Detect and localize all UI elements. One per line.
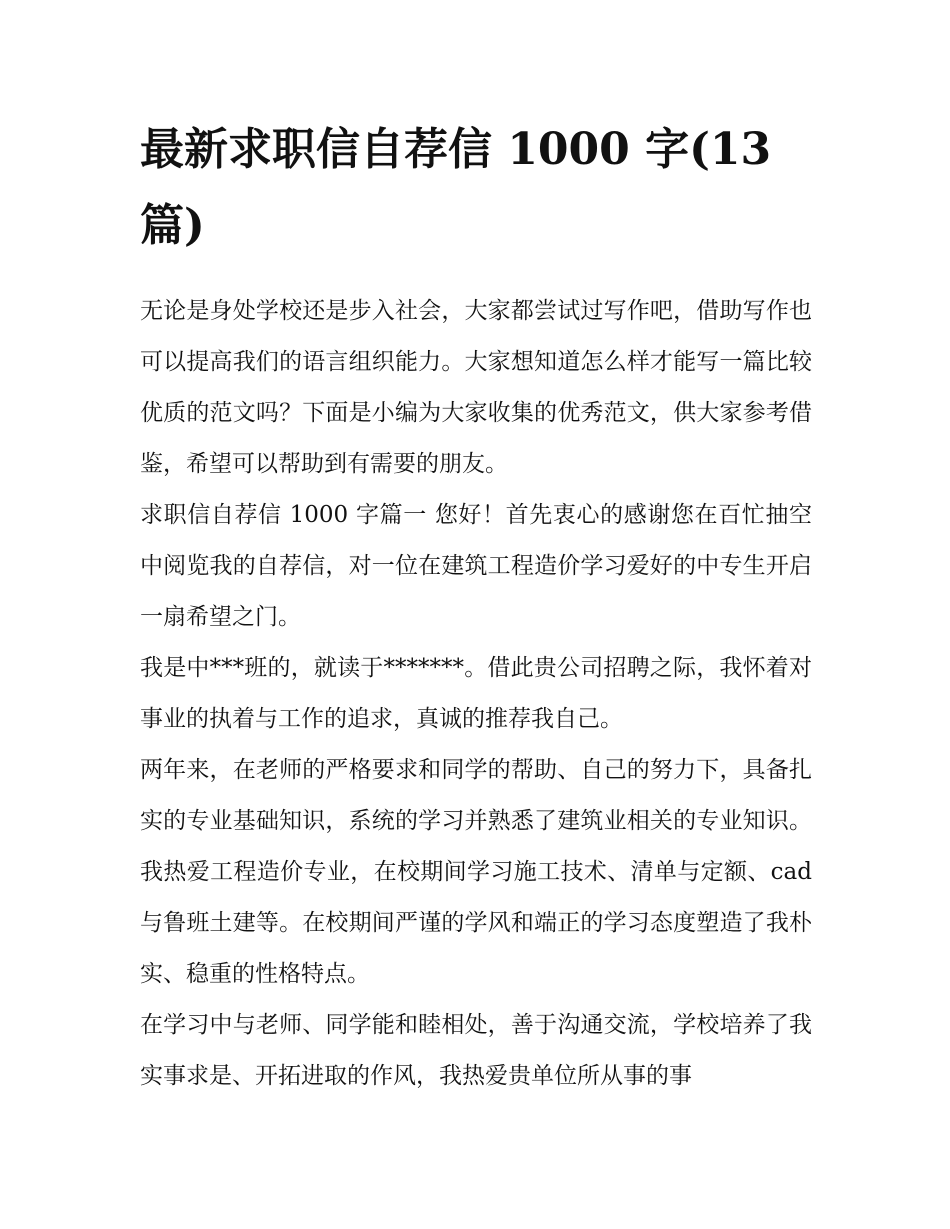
paragraph-education: 两年来，在老师的严格要求和同学的帮助、自己的努力下，具备扎实的专业基础知识，系统的学习并熟悉了建筑业相关的专业知识。我热爱工程造价专业，在校期间学习施工技术、清单与定额、cad 与鲁班土建等。在校期间严谨的学风和端正的学习态度塑造了我朴实、稳重的性格特点。 [140, 757, 812, 987]
paragraph-character: 在学习中与老师、同学能和睦相处，善于沟通交流，学校培养了我实事求是、开拓进取的作风，我热爱贵单位所从事的事 [140, 1012, 812, 1089]
paragraph-self-introduction: 我是中***班的，就读于*******。借此贵公司招聘之际，我怀着对事业的执着与工作的追求，真诚的推荐我自己。 [140, 655, 812, 732]
document-title: 最新求职信自荐信 1000 字(13 篇) [140, 124, 772, 251]
paragraph-intro: 无论是身处学校还是步入社会，大家都尝试过写作吧，借助写作也可以提高我们的语言组织能力。大家想知道怎么样才能写一篇比较优质的范文吗？下面是小编为大家收集的优秀范文，供大家参考借鉴，希望可以帮助到有需要的朋友。 [140, 298, 812, 477]
paragraph-greeting: 求职信自荐信 1000 字篇一 您好！首先衷心的感谢您在百忙抽空中阅览我的自荐信，对一位在建筑工程造价学习爱好的中专生开启一扇希望之门。 [140, 502, 812, 630]
document-body [140, 112, 812, 1102]
